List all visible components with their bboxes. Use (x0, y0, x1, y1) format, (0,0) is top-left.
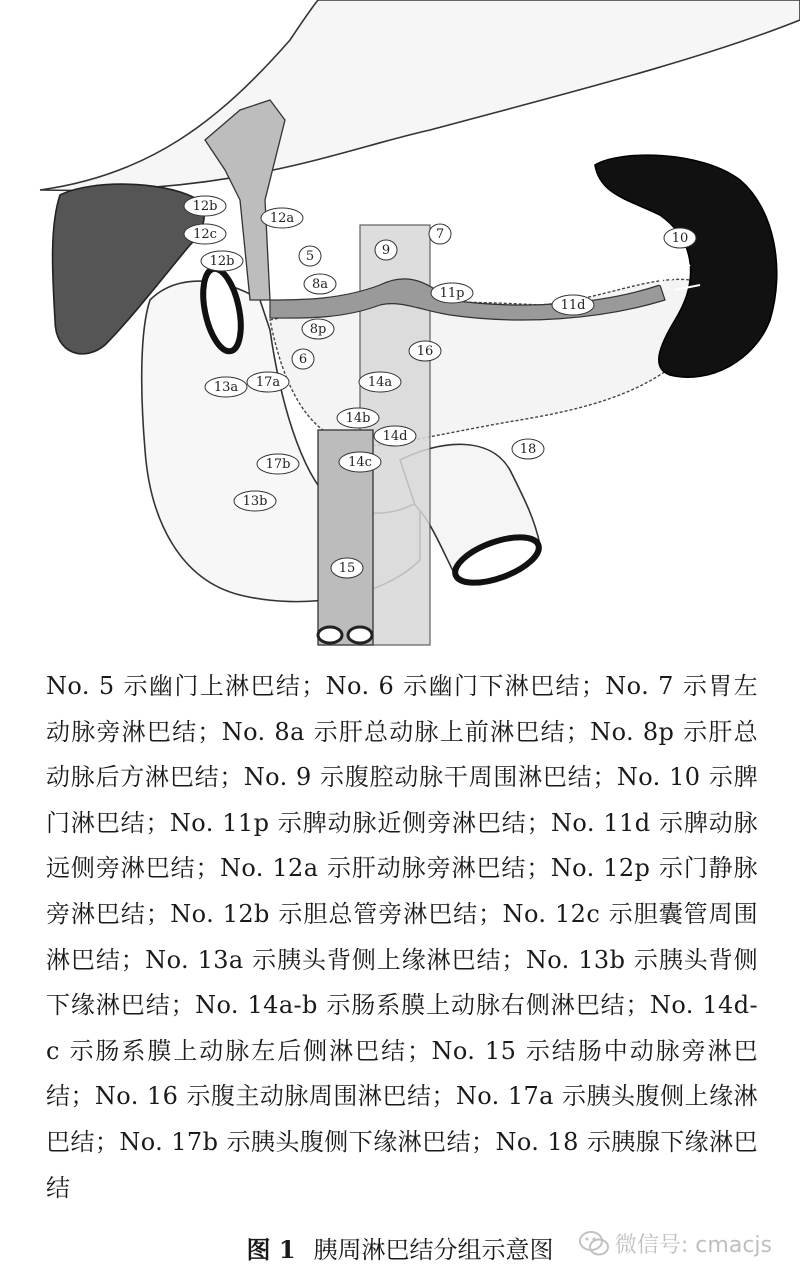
watermark-text: 微信号: cmacjs (614, 1233, 772, 1258)
node-label-12b (201, 251, 243, 271)
node-label-17b (257, 454, 299, 474)
figure-number: 图 1 (246, 1235, 296, 1264)
node-label-5 (299, 246, 321, 266)
node-label-14d (374, 426, 416, 446)
node-label-text: 17b (265, 457, 291, 472)
node-label-13a (205, 377, 247, 397)
node-label-text: 14b (345, 411, 371, 426)
node-label-18 (512, 439, 544, 459)
node-label-text: 12b (192, 199, 218, 214)
node-label-17a (247, 372, 289, 392)
node-label-text: 14c (348, 455, 372, 470)
node-label-text: 12a (269, 211, 295, 226)
node-label-14b (337, 408, 379, 428)
node-label-11p (431, 283, 473, 303)
node-label-text: 14a (367, 375, 393, 390)
node-label-6 (292, 349, 314, 369)
node-label-8p (302, 319, 334, 339)
node-label-text: 9 (381, 243, 391, 258)
node-label-text: 12c (193, 227, 217, 242)
node-label-text: 11d (560, 298, 586, 313)
node-label-9 (375, 240, 397, 260)
node-label-text: 7 (435, 227, 445, 242)
node-label-11d (552, 295, 594, 315)
node-label-text: 16 (416, 344, 434, 359)
node-label-12c (184, 224, 226, 244)
node-label-10 (664, 228, 696, 248)
node-label-text: 5 (305, 249, 315, 264)
node-label-12b (184, 196, 226, 216)
node-label-text: 14d (382, 429, 408, 444)
node-label-14c (339, 452, 381, 472)
node-label-text: 18 (519, 442, 537, 457)
node-label-text: 8a (311, 277, 329, 292)
node-label-14a (359, 372, 401, 392)
node-label-13b (234, 491, 276, 511)
node-label-text: 11p (439, 286, 465, 301)
node-label-8a (304, 274, 336, 294)
node-label-text: 10 (671, 231, 689, 246)
node-label-text: 12b (209, 254, 235, 269)
node-label-16 (409, 341, 441, 361)
figure-title-text: 胰周淋巴结分组示意图 (313, 1236, 554, 1264)
node-label-text: 17a (255, 375, 281, 390)
figure-caption: No. 5 示幽门上淋巴结；No. 6 示幽门下淋巴结；No. 7 示胃左动脉旁淋巴结；No. 8a 示肝总动脉上前淋巴结；No. 8p 示肝总动脉后方淋巴结；No. 9 示腹腔动脉干周围淋巴结；No. 10 示脾门淋巴结；No. 11p 示脾动脉近侧旁淋巴结；No. 11d 示脾动脉远侧旁淋巴结；No. 12a 示肝动脉旁淋巴结；No. 12p 示门静脉旁淋巴结；No. 12b 示胆总管旁淋巴结；No. 12c 示胆囊管周围淋巴结；No. 13a 示胰头背侧上缘淋巴结；No. 13b 示胰头背侧下缘淋巴结；No. 14a-b 示肠系膜上动脉右侧淋巴结；No. 14d-c 示肠系膜上动脉左后侧淋巴结；No. 15 示结肠中动脉旁淋巴结；No. 16 示腹主动脉周围淋巴结；No. 17a 示胰头腹侧上缘淋巴结；No. 17b 示胰头腹侧下缘淋巴结；No. 18 示胰腺下缘淋巴结 (46, 672, 758, 1202)
node-label-7 (429, 224, 451, 244)
node-label-12a (261, 208, 303, 228)
node-label-text: 6 (298, 352, 308, 367)
node-label-text: 13b (242, 494, 268, 509)
node-label-text: 15 (338, 561, 356, 576)
node-label-text: 8p (309, 322, 327, 337)
watermark (579, 1228, 772, 1259)
node-label-text: 13a (213, 380, 239, 395)
wechat-icon (579, 1231, 609, 1257)
node-label-15 (331, 558, 363, 578)
